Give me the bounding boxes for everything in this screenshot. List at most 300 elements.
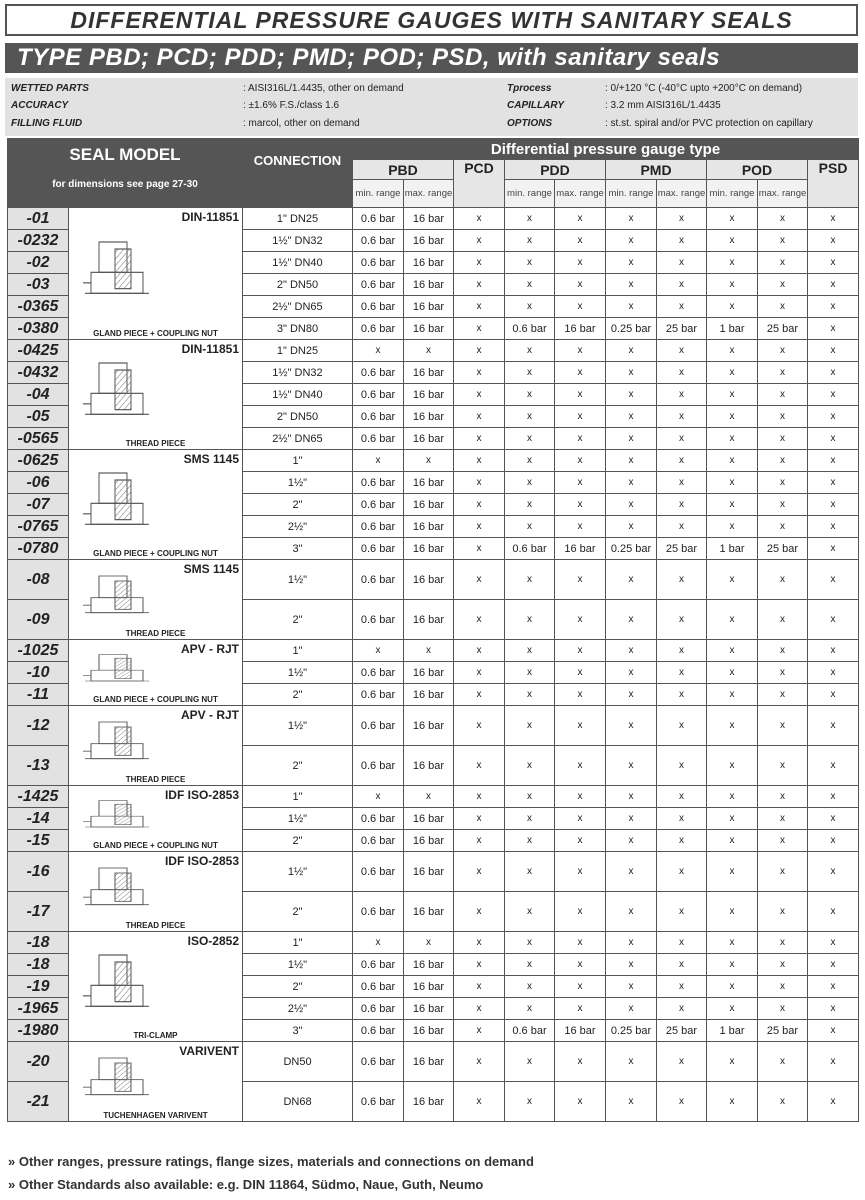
range-cell: x <box>758 1082 808 1122</box>
range-cell: x <box>606 706 657 746</box>
range-cell: 0.25 bar <box>606 318 657 340</box>
connection-size: 1½" <box>243 852 353 892</box>
range-cell: 16 bar <box>404 684 454 706</box>
range-cell: x <box>758 640 808 662</box>
range-cell: 16 bar <box>404 252 454 274</box>
seal-model-code: -08 <box>8 560 69 600</box>
range-cell: x <box>707 450 758 472</box>
range-cell: x <box>555 362 606 384</box>
range-cell: x <box>505 384 555 406</box>
range-cell: 0.6 bar <box>353 706 404 746</box>
range-cell: x <box>657 274 707 296</box>
range-cell: x <box>758 560 808 600</box>
range-cell: x <box>657 852 707 892</box>
seal-model-code: -21 <box>8 1082 69 1122</box>
range-cell: x <box>707 600 758 640</box>
seal-illustration <box>69 706 243 786</box>
range-cell: x <box>657 340 707 362</box>
seal-model-code: -16 <box>8 852 69 892</box>
range-cell: x <box>657 662 707 684</box>
table-row <box>8 786 859 808</box>
range-cell: x <box>454 808 505 830</box>
range-cell: x <box>555 706 606 746</box>
range-cell: 1 bar <box>707 318 758 340</box>
seal-standard: APV - RJT <box>180 708 239 722</box>
range-cell: x <box>758 296 808 318</box>
range-cell: x <box>454 830 505 852</box>
spec-label-options: OPTIONS <box>507 118 553 129</box>
range-cell: x <box>707 516 758 538</box>
connection-size: 1" DN25 <box>243 340 353 362</box>
range-cell: x <box>555 384 606 406</box>
seal-model-code: -18 <box>8 954 69 976</box>
range-cell: x <box>505 516 555 538</box>
spec-label-tprocess: Tprocess <box>507 83 552 94</box>
seal-model-code: -1425 <box>8 786 69 808</box>
range-cell: x <box>657 472 707 494</box>
range-cell: x <box>707 746 758 786</box>
range-cell: x <box>606 274 657 296</box>
gauge-table-body <box>8 208 859 1122</box>
range-cell: 16 bar <box>404 892 454 932</box>
range-cell: x <box>555 516 606 538</box>
range-cell: x <box>505 852 555 892</box>
connection-size: 2" <box>243 494 353 516</box>
range-cell: x <box>555 450 606 472</box>
range-cell: x <box>707 830 758 852</box>
range-cell: x <box>657 428 707 450</box>
range-cell: 0.6 bar <box>353 954 404 976</box>
range-cell: 16 bar <box>404 1020 454 1042</box>
seal-model-code: -10 <box>8 662 69 684</box>
range-cell: x <box>707 852 758 892</box>
seal-model-code: -06 <box>8 472 69 494</box>
spec-value-accuracy: : ±1.6% F.S./class 1.6 <box>243 100 340 111</box>
range-cell: x <box>808 1042 859 1082</box>
range-cell: x <box>606 1082 657 1122</box>
range-cell: x <box>758 892 808 932</box>
seal-caption: GLAND PIECE + COUPLING NUT <box>93 695 218 704</box>
seal-model-code: -0625 <box>8 450 69 472</box>
range-cell: x <box>808 852 859 892</box>
connection-size: 2½" DN65 <box>243 296 353 318</box>
range-cell: 0.6 bar <box>353 808 404 830</box>
range-cell: 16 bar <box>404 296 454 318</box>
seal-model-code: -20 <box>8 1042 69 1082</box>
max-range-label: max. range <box>555 180 606 208</box>
range-cell: x <box>606 976 657 998</box>
range-cell: x <box>606 560 657 600</box>
range-cell: x <box>505 998 555 1020</box>
seal-standard: VARIVENT <box>179 1044 239 1058</box>
range-cell: x <box>555 406 606 428</box>
spec-label-accuracy: ACCURACY <box>11 100 69 111</box>
gauge-table <box>7 138 859 1122</box>
range-cell: 0.6 bar <box>353 1042 404 1082</box>
type-pdd: PDD <box>505 160 606 180</box>
range-cell: x <box>808 976 859 998</box>
range-cell: x <box>758 976 808 998</box>
table-row <box>8 340 859 362</box>
table-row <box>8 208 859 230</box>
range-cell: x <box>707 340 758 362</box>
spec-label-wetted: WETTED PARTS <box>11 83 89 94</box>
connection-size: 1" <box>243 450 353 472</box>
seal-standard: APV - RJT <box>180 642 239 656</box>
range-cell: x <box>758 808 808 830</box>
seal-illustration <box>69 1042 243 1122</box>
range-cell: x <box>657 252 707 274</box>
range-cell: x <box>657 640 707 662</box>
range-cell: 0.6 bar <box>353 662 404 684</box>
connection-size: 3" <box>243 1020 353 1042</box>
seal-model-code: -0380 <box>8 318 69 340</box>
range-cell: x <box>555 684 606 706</box>
max-range-label: max. range <box>404 180 454 208</box>
range-cell: x <box>505 684 555 706</box>
connection-size: 2" <box>243 830 353 852</box>
range-cell: x <box>758 684 808 706</box>
connection-size: 1" <box>243 786 353 808</box>
range-cell: x <box>555 786 606 808</box>
range-cell: x <box>758 706 808 746</box>
connection-size: 1½" <box>243 662 353 684</box>
range-cell: x <box>657 808 707 830</box>
range-cell: x <box>404 340 454 362</box>
footnote-1: » Other ranges, pressure ratings, flange sizes, materials and connections on demand <box>8 1154 534 1169</box>
range-cell: x <box>606 208 657 230</box>
range-cell: x <box>505 808 555 830</box>
connection-size: 1½" <box>243 706 353 746</box>
range-cell: 0.6 bar <box>353 516 404 538</box>
range-cell: 0.6 bar <box>353 472 404 494</box>
range-cell: x <box>454 362 505 384</box>
range-cell: 16 bar <box>404 384 454 406</box>
range-cell: 0.6 bar <box>505 318 555 340</box>
seal-illustration <box>69 786 243 852</box>
range-cell: x <box>758 450 808 472</box>
range-cell: 0.6 bar <box>505 1020 555 1042</box>
range-cell: x <box>758 830 808 852</box>
seal-model-code: -05 <box>8 406 69 428</box>
spec-value-wetted: : AISI316L/1.4435, other on demand <box>243 83 404 94</box>
range-cell: x <box>454 494 505 516</box>
range-cell: x <box>454 296 505 318</box>
max-range-label: max. range <box>758 180 808 208</box>
range-cell: x <box>454 538 505 560</box>
connection-size: DN50 <box>243 1042 353 1082</box>
range-cell: x <box>657 746 707 786</box>
seal-illustration <box>69 640 243 706</box>
seal-drawing-icon <box>79 863 159 913</box>
range-cell: 16 bar <box>404 472 454 494</box>
range-cell: x <box>758 208 808 230</box>
range-cell: x <box>657 362 707 384</box>
range-cell: x <box>758 954 808 976</box>
seal-caption: GLAND PIECE + COUPLING NUT <box>93 841 218 850</box>
range-cell: 0.6 bar <box>353 892 404 932</box>
connection-size: 1½" DN32 <box>243 362 353 384</box>
connection-size: 2½" <box>243 516 353 538</box>
range-cell: x <box>555 428 606 450</box>
seal-model-code: -12 <box>8 706 69 746</box>
gauge-type-header: Differential pressure gauge type <box>353 139 859 160</box>
connection-size: 1½" <box>243 560 353 600</box>
range-cell: x <box>808 1082 859 1122</box>
seal-model-code: -03 <box>8 274 69 296</box>
connection-size: 2" <box>243 976 353 998</box>
range-cell: x <box>606 516 657 538</box>
connection-header: CONNECTION <box>243 139 353 208</box>
range-cell: x <box>808 560 859 600</box>
range-cell: x <box>657 932 707 954</box>
range-cell: 25 bar <box>758 538 808 560</box>
range-cell: x <box>555 472 606 494</box>
range-cell: x <box>808 384 859 406</box>
type-banner: TYPE PBD; PCD; PDD; PMD; POD; PSD, with sanitary seals <box>5 43 858 73</box>
range-cell: x <box>555 852 606 892</box>
range-cell: x <box>454 428 505 450</box>
range-cell: 16 bar <box>404 362 454 384</box>
type-pmd: PMD <box>606 160 707 180</box>
range-cell: 16 bar <box>404 976 454 998</box>
range-cell: x <box>657 450 707 472</box>
range-cell: x <box>454 998 505 1020</box>
range-cell: x <box>808 428 859 450</box>
range-cell: x <box>505 252 555 274</box>
range-cell: x <box>707 384 758 406</box>
range-cell: x <box>606 954 657 976</box>
range-cell: x <box>454 560 505 600</box>
range-cell: x <box>657 406 707 428</box>
seal-model-code: -11 <box>8 684 69 706</box>
range-cell: 0.6 bar <box>353 274 404 296</box>
seal-model-code: -1965 <box>8 998 69 1020</box>
range-cell: x <box>808 684 859 706</box>
range-cell: x <box>555 976 606 998</box>
range-cell: x <box>657 296 707 318</box>
range-cell: x <box>555 746 606 786</box>
range-cell: x <box>808 830 859 852</box>
range-cell: 0.6 bar <box>353 998 404 1020</box>
range-cell: x <box>657 600 707 640</box>
range-cell: x <box>606 932 657 954</box>
spec-label-capillary: CAPILLARY <box>507 100 565 111</box>
range-cell: x <box>808 600 859 640</box>
seal-illustration <box>69 560 243 640</box>
range-cell: 16 bar <box>404 1082 454 1122</box>
range-cell: x <box>505 472 555 494</box>
seal-model-code: -1980 <box>8 1020 69 1042</box>
range-cell: x <box>505 932 555 954</box>
range-cell: x <box>707 706 758 746</box>
range-cell: x <box>454 1082 505 1122</box>
seal-standard: SMS 1145 <box>183 562 239 576</box>
range-cell: x <box>555 600 606 640</box>
range-cell: x <box>454 252 505 274</box>
range-cell: x <box>606 852 657 892</box>
range-cell: x <box>657 830 707 852</box>
range-cell: x <box>808 538 859 560</box>
range-cell: x <box>657 976 707 998</box>
range-cell: x <box>353 450 404 472</box>
range-cell: x <box>707 932 758 954</box>
range-cell: x <box>505 1082 555 1122</box>
range-cell: x <box>758 1042 808 1082</box>
seal-standard: ISO-2852 <box>187 934 239 948</box>
range-cell: x <box>606 600 657 640</box>
range-cell: 0.6 bar <box>353 538 404 560</box>
range-cell: x <box>505 274 555 296</box>
range-cell: x <box>606 472 657 494</box>
range-cell: x <box>404 932 454 954</box>
range-cell: x <box>707 230 758 252</box>
range-cell: 25 bar <box>758 1020 808 1042</box>
seal-model-code: -14 <box>8 808 69 830</box>
range-cell: 16 bar <box>404 600 454 640</box>
range-cell: x <box>808 640 859 662</box>
range-cell: x <box>758 340 808 362</box>
range-cell: 16 bar <box>404 208 454 230</box>
range-cell: x <box>657 998 707 1020</box>
range-cell: x <box>505 450 555 472</box>
connection-size: 2" DN50 <box>243 274 353 296</box>
seal-model-code: -0765 <box>8 516 69 538</box>
table-row <box>8 640 859 662</box>
seal-model-code: -13 <box>8 746 69 786</box>
type-pod: POD <box>707 160 808 180</box>
connection-size: 2" <box>243 746 353 786</box>
connection-size: 1½" DN40 <box>243 384 353 406</box>
connection-size: DN68 <box>243 1082 353 1122</box>
seal-caption: THREAD PIECE <box>125 439 186 448</box>
range-cell: x <box>808 516 859 538</box>
range-cell: x <box>808 274 859 296</box>
range-cell: 0.6 bar <box>353 1020 404 1042</box>
range-cell: x <box>454 662 505 684</box>
connection-size: 1½" DN40 <box>243 252 353 274</box>
range-cell: x <box>404 786 454 808</box>
range-cell: 0.6 bar <box>505 538 555 560</box>
seal-model-code: -0565 <box>8 428 69 450</box>
seal-model-code: -04 <box>8 384 69 406</box>
range-cell: 0.6 bar <box>353 600 404 640</box>
range-cell: x <box>555 662 606 684</box>
range-cell: x <box>555 274 606 296</box>
range-cell: x <box>555 1082 606 1122</box>
seal-standard: IDF ISO-2853 <box>164 854 239 868</box>
range-cell: x <box>758 428 808 450</box>
range-cell: x <box>808 706 859 746</box>
range-cell: x <box>555 296 606 318</box>
range-cell: x <box>707 1042 758 1082</box>
range-cell: x <box>505 362 555 384</box>
connection-size: 1" <box>243 640 353 662</box>
range-cell: x <box>758 600 808 640</box>
range-cell: x <box>555 892 606 932</box>
range-cell: x <box>505 208 555 230</box>
range-cell: x <box>707 976 758 998</box>
range-cell: x <box>657 516 707 538</box>
connection-size: 1" <box>243 932 353 954</box>
range-cell: x <box>758 252 808 274</box>
specs-panel <box>5 78 858 136</box>
seal-model-code: -02 <box>8 252 69 274</box>
range-cell: x <box>555 808 606 830</box>
range-cell: x <box>657 786 707 808</box>
range-cell: x <box>808 746 859 786</box>
range-cell: 16 bar <box>555 1020 606 1042</box>
range-cell: 0.6 bar <box>353 208 404 230</box>
min-range-label: min. range <box>353 180 404 208</box>
range-cell: x <box>454 340 505 362</box>
range-cell: x <box>657 706 707 746</box>
range-cell: x <box>606 662 657 684</box>
range-cell: x <box>555 208 606 230</box>
range-cell: x <box>505 706 555 746</box>
range-cell: 16 bar <box>404 746 454 786</box>
range-cell: 16 bar <box>555 318 606 340</box>
range-cell: x <box>454 640 505 662</box>
range-cell: x <box>606 998 657 1020</box>
range-cell: x <box>505 296 555 318</box>
spec-value-options: : st.st. spiral and/or PVC protection on capillary <box>605 118 813 129</box>
range-cell: x <box>555 1042 606 1082</box>
range-cell: x <box>454 852 505 892</box>
range-cell: x <box>707 560 758 600</box>
seal-drawing-icon <box>79 571 159 621</box>
range-cell: 0.6 bar <box>353 746 404 786</box>
range-cell: x <box>808 406 859 428</box>
range-cell: 0.25 bar <box>606 538 657 560</box>
range-cell: 0.6 bar <box>353 852 404 892</box>
range-cell: 16 bar <box>404 560 454 600</box>
range-cell: 16 bar <box>404 998 454 1020</box>
range-cell: x <box>707 954 758 976</box>
seal-standard: SMS 1145 <box>183 452 239 466</box>
range-cell: x <box>505 340 555 362</box>
range-cell: x <box>606 428 657 450</box>
table-row <box>8 932 859 954</box>
seal-model-note: for dimensions see page 27-30 <box>52 178 198 190</box>
range-cell: 16 bar <box>555 538 606 560</box>
max-range-label: max. range <box>657 180 707 208</box>
connection-size: 1½" DN32 <box>243 230 353 252</box>
range-cell: 16 bar <box>404 830 454 852</box>
range-cell: x <box>555 640 606 662</box>
seal-model-code: -0365 <box>8 296 69 318</box>
range-cell: x <box>808 662 859 684</box>
range-cell: x <box>657 208 707 230</box>
range-cell: x <box>555 560 606 600</box>
range-cell: x <box>606 406 657 428</box>
range-cell: x <box>505 230 555 252</box>
range-cell: 0.6 bar <box>353 560 404 600</box>
range-cell: x <box>808 1020 859 1042</box>
range-cell: x <box>808 230 859 252</box>
range-cell: x <box>808 786 859 808</box>
range-cell: 16 bar <box>404 274 454 296</box>
range-cell: x <box>555 252 606 274</box>
range-cell: x <box>707 208 758 230</box>
range-cell: x <box>707 808 758 830</box>
range-cell: x <box>707 472 758 494</box>
range-cell: x <box>758 746 808 786</box>
type-pbd: PBD <box>353 160 454 180</box>
range-cell: x <box>454 318 505 340</box>
footnote-2: » Other Standards also available: e.g. DIN 11864, Südmo, Naue, Guth, Neumo <box>8 1177 484 1192</box>
range-cell: x <box>606 892 657 932</box>
